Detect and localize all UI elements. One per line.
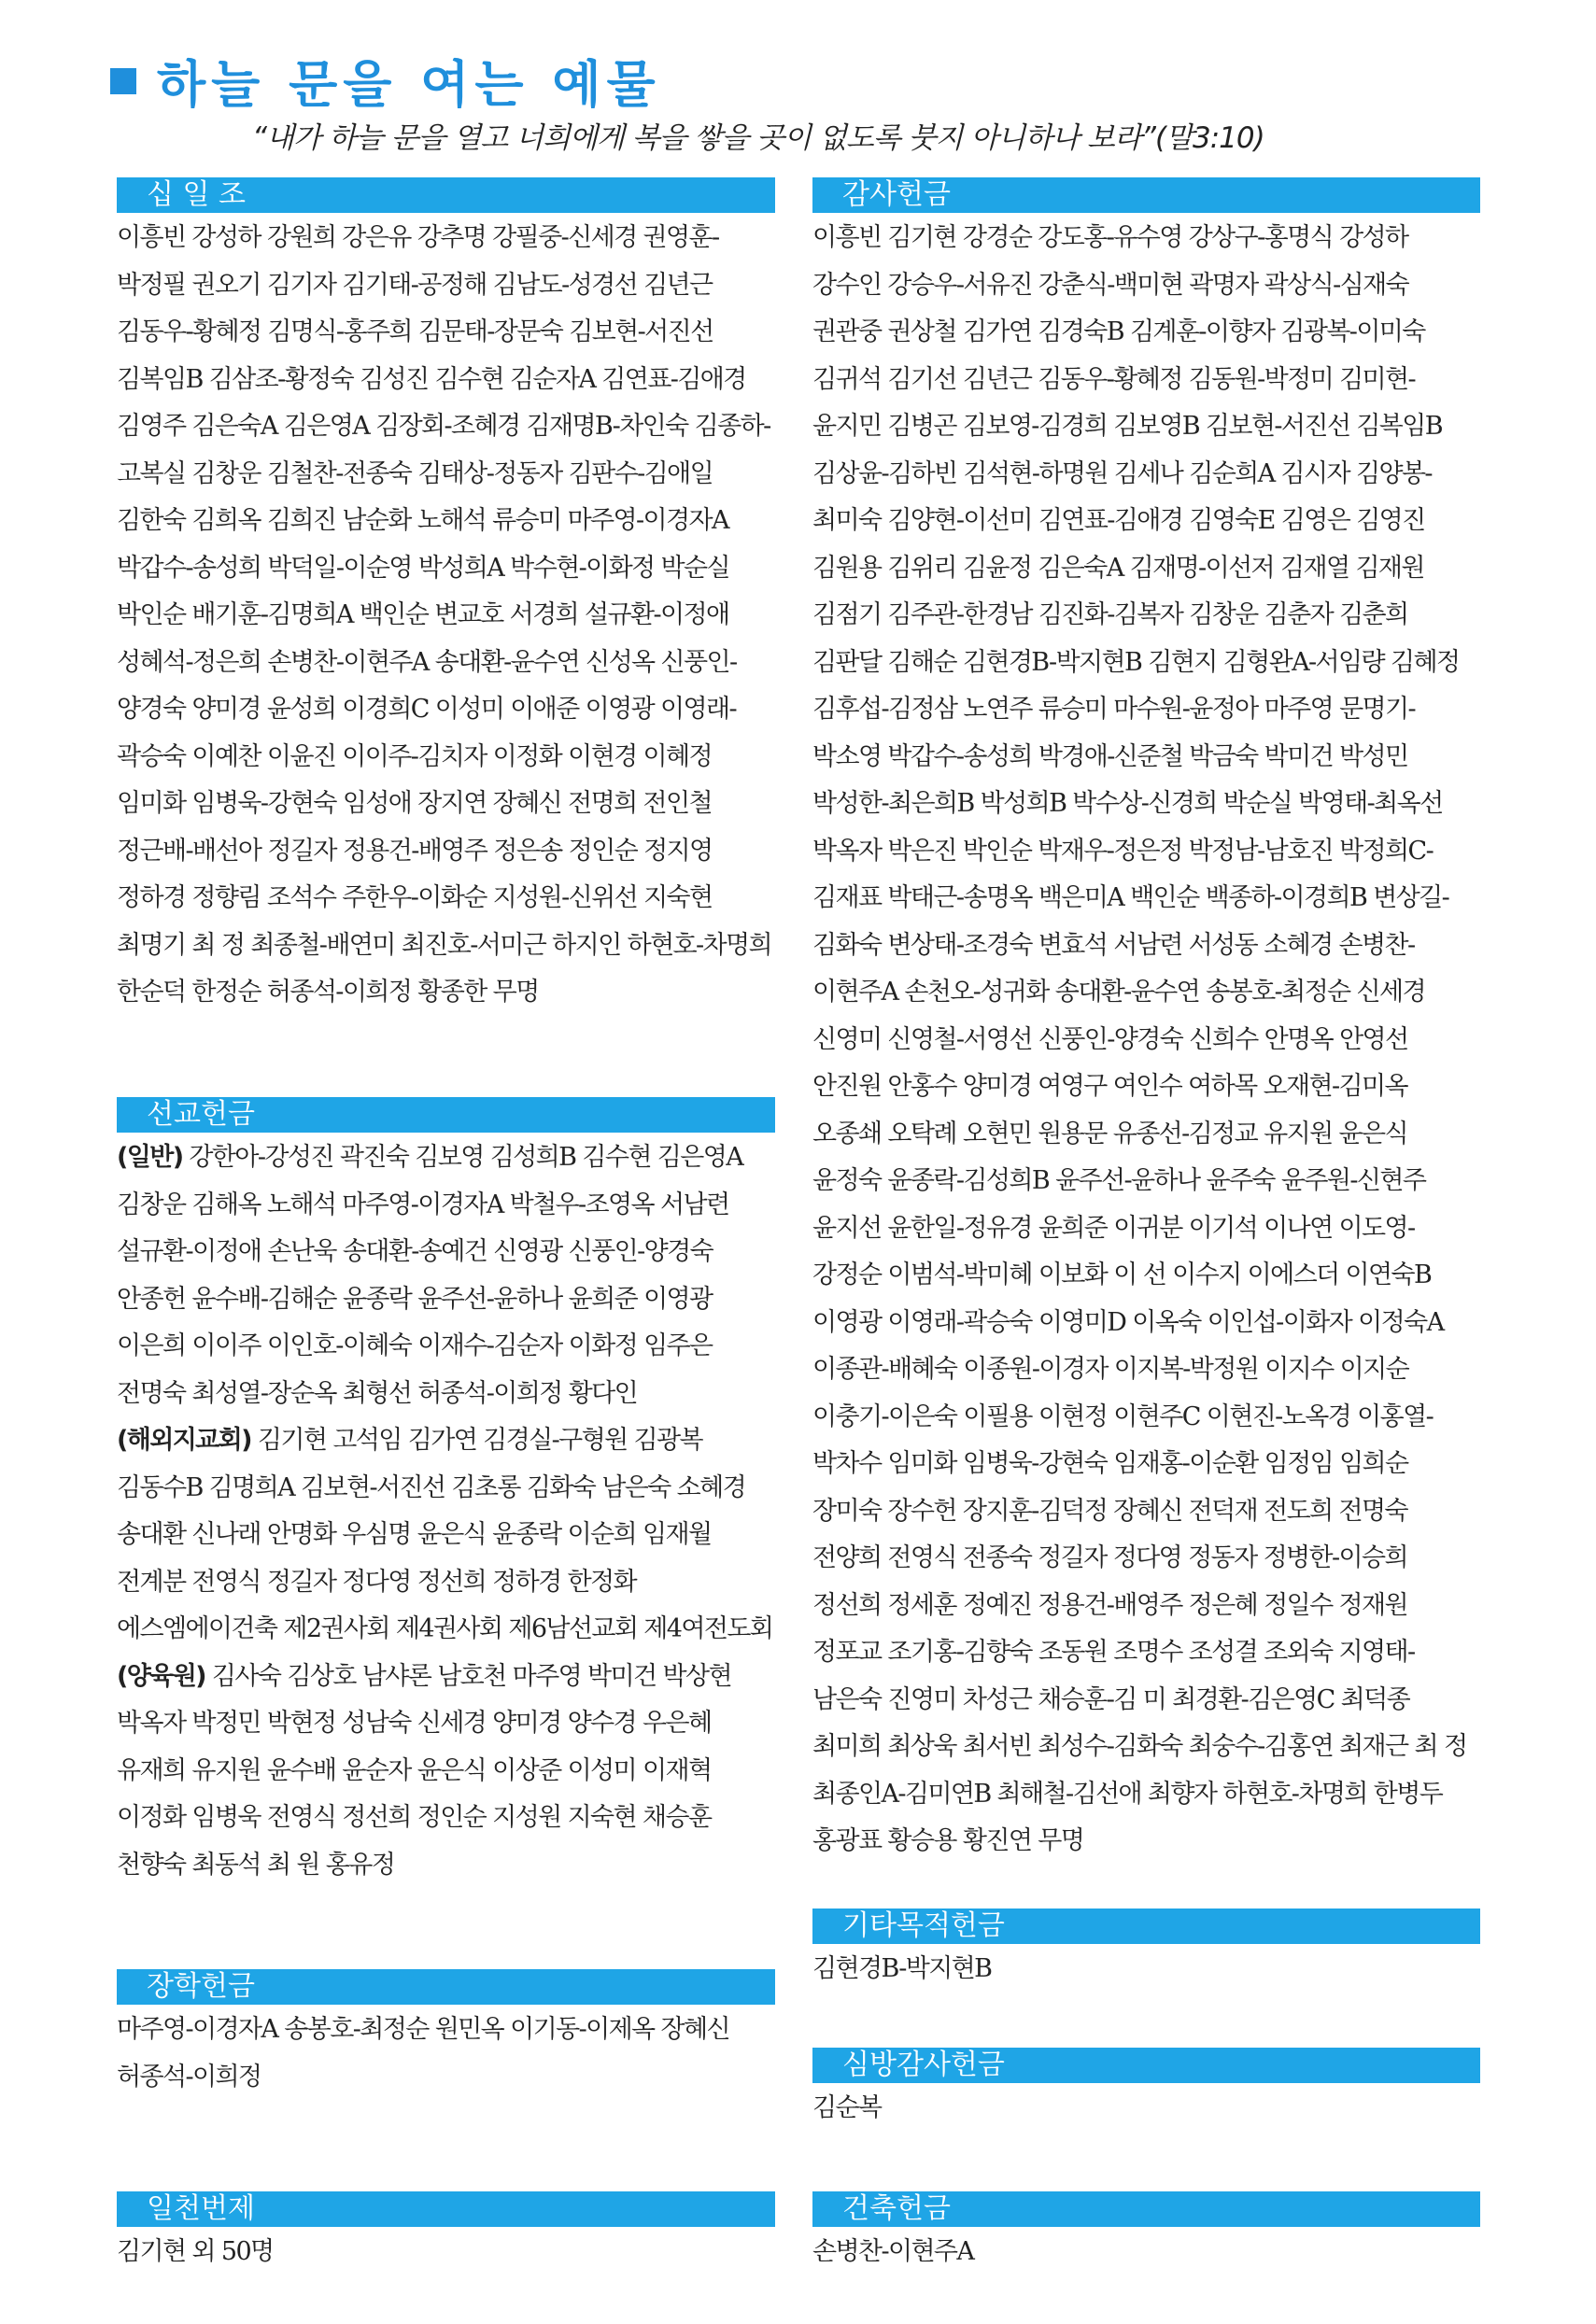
scholarship-section <box>117 1969 775 2101</box>
mission-overseas-tag: (해외지교회) <box>117 1426 251 1455</box>
ilcheon-section <box>117 2191 775 2276</box>
visit-thanks-names: 김순복 <box>812 2093 882 2122</box>
bible-verse: “내가 하늘 문을 열고 너희에게 복을 쌓을 곳이 없도록 붓지 아니하나 보라”(말3:10) <box>252 121 1264 155</box>
other-purpose-section <box>812 1908 1480 1993</box>
page-title <box>110 45 661 117</box>
scholarship-names: 마주영-이경자A 송봉호-최정순 원민옥 이기동-이제옥 장혜신 허종석-이희정 <box>117 2015 729 2092</box>
page-title-text: 하늘 문을 여는 예물 <box>157 55 661 114</box>
section-heading-thanks: 감사헌금 <box>812 177 1480 213</box>
mission-section <box>117 1097 775 1889</box>
ilcheon-names: 김기현 외 50명 <box>117 2237 274 2266</box>
tithe-names: 이흥빈 강성하 강원희 강은유 강추명 강필중-신세경 권영훈-박정필 권오기 김기자 김기태-공정해 김남도-성경선 김년근 김동우-황혜정 김명식-홍주희 김문태-장문숙 김보현-서진선 김복임B 김삼조-황정숙 김성진 김수현 김순자A 김연표-김애경 김영주 김은숙A 김은영A 김장회-조혜경 김재명B-차인숙 김종하-고복실 김창운 김철찬-전종숙 김태상-정동자 김판수-김애일 김한숙 김희옥 김희진 남순화 노해석 류승미 마주영-이경자A 박갑수-송성희 박덕일-이순영 박성희A 박수현-이화정 박순실 박인순 배기훈-김명희A 백인순 변교호 서경희 설규환-이정애 성혜석-정은희 손병찬-이현주A 송대환-윤수연 신성옥 신풍인-양경숙 양미경 윤성희 이경희C 이성미 이애준 이영광 이영래-곽승숙 이예찬 이윤진 이이주-김치자 이정화 이현경 이혜정 임미화 임병욱-강현숙 임성애 장지연 장혜신 전명희 전인철 정근배-배선아 정길자 정용건-배영주 정은송 정인순 정지영 정하경 정향림 조석수 주한우-이화순 지성원-신위선 지숙현 최명기 최 정 최종철-배연미 최진호-서미근 하지인 하현호-차명희 한순덕 한정순 허종석-이희정 황종한 무명 <box>117 223 771 1007</box>
mission-general-tag: (일반) <box>117 1143 183 1172</box>
left-column <box>117 177 775 2266</box>
mission-nursing-tag: (양육원) <box>117 1661 205 1691</box>
mission-general-names: 강한아-강성진 곽진숙 김보영 김성희B 김수현 김은영A 김창운 김해옥 노해석 마주영-이경자A 박철우-조영옥 서남련 설규환-이정애 손난욱 송대환-송예건 신영광 신풍인-양경숙 안종헌 윤수배-김해순 윤종락 윤주선-윤하나 윤희준 이영광 이은희 이이주 이인호-이혜숙 이재수-김순자 이화정 임주은 전명숙 최성열-장순옥 최형선 허종석-이희정 황다인 <box>117 1143 743 1408</box>
section-heading-tithe: 십 일 조 <box>117 177 775 213</box>
title-square-icon <box>110 68 136 94</box>
section-heading-mission: 선교헌금 <box>117 1097 775 1133</box>
mission-names <box>117 1133 775 1889</box>
tithe-section <box>117 177 775 1017</box>
right-column <box>812 177 1480 2266</box>
visit-thanks-section <box>812 2048 1480 2133</box>
other-purpose-names: 김현경B-박지현B <box>812 1954 992 1983</box>
section-heading-ilcheon: 일천번제 <box>117 2191 775 2227</box>
building-names: 손병찬-이현주A <box>812 2237 974 2266</box>
building-section <box>812 2191 1480 2276</box>
section-heading-other-purpose: 기타목적헌금 <box>812 1908 1480 1944</box>
mission-overseas-names: 김기현 고석임 김가연 김경실-구형원 김광복 김동수B 김명희A 김보현-서진선 김초롱 김화숙 남은숙 소혜경 송대환 신나래 안명화 우심명 윤은식 윤종락 이순희 임재월 전계분 전영식 정길자 정다영 정선희 정하경 한정화 에스엠에이건축 제2권사회 제4권사회 제6남선교회 제4여전도회 <box>117 1426 773 1643</box>
thanks-section <box>812 177 1480 1866</box>
thanks-names: 이흥빈 김기현 강경순 강도홍-유수영 강상구-홍명식 강성하 강수인 강승우-서유진 강춘식-백미현 곽명자 곽상식-심재숙 권관중 권상철 김가연 김경숙B 김계훈-이향자 김광복-이미숙 김귀석 김기선 김년근 김동우-황혜정 김동원-박정미 김미현-윤지민 김병곤 김보영-김경희 김보영B 김보현-서진선 김복임B 김상윤-김하빈 김석현-하명원 김세나 김순희A 김시자 김양봉-최미숙 김양현-이선미 김연표-김애경 김영숙E 김영은 김영진 김원용 김위리 김윤정 김은숙A 김재명-이선저 김재열 김재원 김점기 김주관-한경남 김진화-김복자 김창운 김춘자 김춘희 김판달 김해순 김현경B-박지현B 김현지 김형완A-서임량 김혜정 김후섭-김정삼 노연주 류승미 마수원-윤정아 마주영 문명기-박소영 박갑수-송성희 박경애-신준철 박금숙 박미건 박성민 박성한-최은희B 박성희B 박수상-신경희 박순실 박영태-최옥선 박옥자 박은진 박인순 박재우-정은정 박정남-남호진 박정희C-김재표 박태근-송명옥 백은미A 백인순 백종하-이경희B 변상길-김화숙 변상태-조경숙 변효석 서남련 서성동 소혜경 손병찬-이현주A 손천오-성귀화 송대환-윤수연 송봉호-최정순 신세경 신영미 신영철-서영선 신풍인-양경숙 신희수 안명옥 안영선 안진원 안홍수 양미경 여영구 여인수 여하목 오재현-김미옥 오종쇄 오탁례 오현민 원용문 유종선-김정교 유지원 윤은식 윤정숙 윤종락-김성희B 윤주선-윤하나 윤주숙 윤주원-신현주 윤지선 윤한일-정유경 윤희준 이귀분 이기석 이나연 이도영-강정순 이범석-박미혜 이보화 이 선 이수지 이에스더 이연숙B 이영광 이영래-곽승숙 이영미D 이옥숙 이인섭-이화자 이정숙A 이종관-배혜숙 이종원-이경자 이지복-박정원 이지수 이지순 이충기-이은숙 이필용 이현정 이현주C 이현진-노옥경 이홍열-박차수 임미화 임병욱-강현숙 임재홍-이순환 임정임 임희순 장미숙 장수헌 장지훈-김덕정 장혜신 전덕재 전도희 전명숙 전양희 전영식 전종숙 정길자 정다영 정동자 정병한-이승희 정선희 정세훈 정예진 정용건-배영주 정은혜 정일수 정재원 정포교 조기홍-김향숙 조동원 조명수 조성결 조외숙 지영태-남은숙 진영미 차성근 채승훈-김 미 최경환-김은영C 최덕종 최미희 최상욱 최서빈 최성수-김화숙 최숭수-김홍연 최재근 최 정 최종인A-김미연B 최해철-김선애 최향자 하현호-차명희 한병두 홍광표 황승용 황진연 무명 <box>812 223 1467 1855</box>
section-heading-visit-thanks: 심방감사헌금 <box>812 2048 1480 2083</box>
mission-nursing-names: 김사숙 김상호 남샤론 남호천 마주영 박미건 박상현 박옥자 박정민 박현정 성남숙 신세경 양미경 양수경 우은혜 유재희 유지원 윤수배 윤순자 윤은식 이상준 이성미 이재혁 이정화 임병욱 전영식 정선희 정인순 지성원 지숙현 채승훈 천향숙 최동석 최 원 홍유정 <box>117 1661 731 1880</box>
section-heading-building: 건축헌금 <box>812 2191 1480 2227</box>
section-heading-scholarship: 장학헌금 <box>117 1969 775 2005</box>
